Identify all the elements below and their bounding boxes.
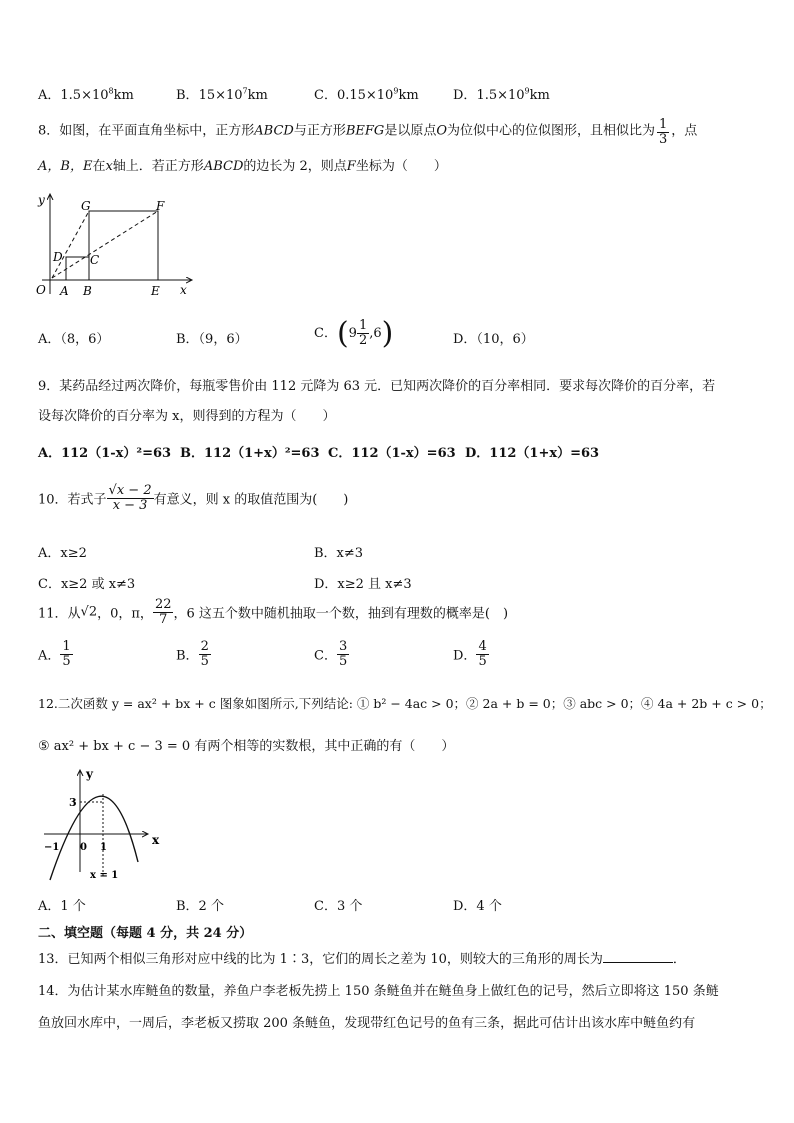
label-d: D bbox=[53, 250, 63, 264]
svg-text:x: x bbox=[152, 833, 160, 847]
q9-option-a[interactable]: A．112（1-x）²=63 bbox=[38, 446, 172, 461]
q14-stem-line1: 14．为估计某水库鲢鱼的数量，养鱼户李老板先捞上 150 条鲢鱼并在鲢鱼身上做红色的记号，然后立即将这 150 条鲢 bbox=[38, 984, 719, 999]
q11-stem: 11．从√2，0，π， $\frac{22}{7}$ ，6 这五个数中随机抽取一个数，抽到有理数的概率是( ) bbox=[38, 597, 509, 627]
svg-text:3: 3 bbox=[69, 796, 77, 809]
q9-option-c[interactable]: C．112（1-x）=63 bbox=[328, 446, 456, 461]
q9-stem-line1: 9．某药品经过两次降价，每瓶零售价由 112 元降为 63 元．已知两次降价的百分率相同．要求每次降价的百分率，若 bbox=[38, 379, 716, 394]
q8-option-d[interactable]: D．（10，6） bbox=[453, 332, 534, 347]
q11-option-d[interactable]: D． $\frac{4}{5}$ bbox=[453, 639, 487, 669]
q12-option-a[interactable]: A．1 个 bbox=[38, 899, 86, 914]
q10-option-a[interactable]: A．x≥2 bbox=[38, 546, 87, 561]
q12-option-b[interactable]: B．2 个 bbox=[176, 899, 224, 914]
q8-option-b[interactable]: B．（9，6） bbox=[176, 332, 248, 347]
svg-text:y: y bbox=[86, 767, 93, 781]
q14-stem-line2: 鱼放回水库中，一周后，李老板又捞取 200 条鲢鱼，发现带红色记号的鱼有三条，据此可估计出该水库中鲢鱼约有 bbox=[38, 1016, 696, 1031]
q8-option-c[interactable]: C．(9 $\frac{1}{2}$ ,6) bbox=[314, 316, 394, 351]
q12-option-d[interactable]: D．4 个 bbox=[453, 899, 502, 914]
q8-stem-line2: A，B，E在x轴上．若正方形ABCD的边长为 2，则点F坐标为（ ） bbox=[38, 159, 447, 174]
q9-option-b[interactable]: B．112（1+x）²=63 bbox=[180, 446, 320, 461]
q12-stem-line1: 12.二次函数 y = ax² + bx + c 图象如图所示,下列结论: ① b² − 4ac > 0；② 2a + b = 0；③ abc > 0；④ 4a + 2b + c > 0； bbox=[38, 696, 772, 711]
q7-option-a[interactable]: A．$1.5\times 10^8km$ bbox=[38, 86, 134, 103]
q10-stem: 10．若式子 $\frac{√x - 2}{x - 3}$ 有意义，则 x 的取值范围为( ) bbox=[38, 483, 349, 513]
svg-text:0: 0 bbox=[80, 842, 87, 853]
q12-stem-line2: ⑤ ax² + bx + c − 3 = 0 有两个相等的实数根，其中正确的有（ ） bbox=[38, 739, 455, 754]
label-y: y bbox=[38, 193, 45, 207]
q9-option-d[interactable]: D．112（1+x）=63 bbox=[465, 446, 600, 461]
section-heading-fill-in: 二、填空题（每题 4 分，共 24 分） bbox=[38, 926, 253, 941]
svg-text:x = 1: x = 1 bbox=[90, 870, 119, 881]
q12-parabola-figure bbox=[40, 762, 170, 884]
q8-stem-line1: 8．如图，在平面直角坐标中，正方形ABCD与正方形BEFG是以原点O为位似中心的位似图形，且相似比为 $\frac{1}{3}$ ，点 bbox=[38, 117, 698, 147]
q10-fraction: $\frac{√x - 2}{x - 3}$ bbox=[108, 483, 152, 513]
q13-stem: 13．已知两个相似三角形对应中线的比为 1∶3，它们的周长之差为 10，则较大的三角形的周长为 ． bbox=[38, 952, 686, 967]
q11-option-c[interactable]: C． $\frac{3}{5}$ bbox=[314, 639, 348, 669]
parabola-curve bbox=[50, 796, 138, 880]
q7-option-d[interactable]: D．$1.5\times 10^9km$ bbox=[453, 86, 550, 103]
q10-option-b[interactable]: B．x≠3 bbox=[314, 546, 364, 561]
q10-option-c[interactable]: C．x≥2 或 x≠3 bbox=[38, 577, 136, 592]
dashed-line-og bbox=[52, 211, 89, 278]
q8-option-a[interactable]: A．（8，6） bbox=[38, 332, 110, 347]
q7-option-c[interactable]: C．$0.15\times 10^9km$ bbox=[314, 86, 419, 103]
label-c: C bbox=[90, 253, 100, 267]
q7-option-b[interactable]: B．$15\times 10^7km$ bbox=[176, 86, 268, 103]
q13-answer-blank[interactable] bbox=[603, 950, 673, 963]
square-befg bbox=[89, 211, 158, 280]
q10-option-d[interactable]: D．x≥2 且 x≠3 bbox=[314, 577, 412, 592]
label-f: F bbox=[156, 199, 165, 213]
label-b: B bbox=[83, 284, 92, 298]
label-o: O bbox=[36, 283, 46, 297]
q11-option-b[interactable]: B． $\frac{2}{5}$ bbox=[176, 639, 209, 669]
label-g: G bbox=[81, 199, 91, 213]
square-abcd bbox=[66, 257, 89, 280]
label-x: x bbox=[180, 283, 187, 297]
q8-square-figure bbox=[30, 190, 200, 302]
svg-text:1: 1 bbox=[100, 842, 107, 853]
label-e: E bbox=[151, 284, 160, 298]
label-a: A bbox=[60, 284, 69, 298]
q11-option-a[interactable]: A． $\frac{1}{5}$ bbox=[38, 639, 71, 669]
ratio-fraction: $\frac{1}{3}$ bbox=[659, 117, 668, 147]
dashed-line-of bbox=[52, 211, 158, 278]
svg-text:−1: −1 bbox=[44, 842, 60, 853]
q9-stem-line2: 设每次降价的百分率为 x，则得到的方程为（ ） bbox=[38, 409, 336, 424]
q12-option-c[interactable]: C．3 个 bbox=[314, 899, 363, 914]
